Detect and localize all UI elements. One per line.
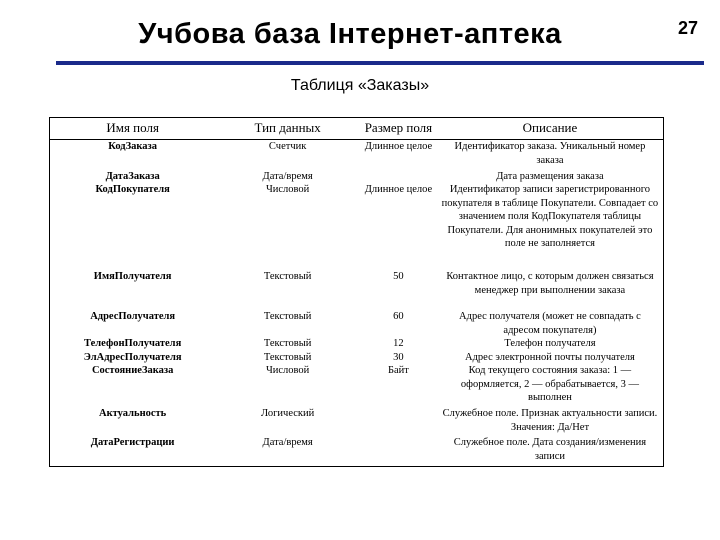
title-divider [56, 61, 704, 65]
description-cell: Идентификатор заказа. Уникальный номер заказа [454, 141, 646, 166]
description-cell: Телефон получателя [504, 338, 596, 349]
table-row [50, 364, 664, 407]
field-name-cell: КодПокупателя [95, 184, 170, 195]
field-size-cell [360, 407, 437, 436]
table-row [50, 436, 664, 466]
header-field-name: Имя поля [50, 118, 216, 140]
data-type-cell: Текстовый [263, 351, 312, 363]
data-type-cell: Текстовый [263, 338, 312, 349]
table-caption: Таблиця «Заказы» [290, 77, 430, 94]
description-cell: Идентификатор записи зарегистрированного покупателя в таблице Покупатели. Совпадает со значением поля КодПокупателя таблицы Покупатели. Для анонимных покупателей это поле не заполняется [441, 184, 659, 249]
field-size-cell: 12 [393, 338, 404, 349]
data-type-cell: Дата/время [262, 170, 313, 182]
data-type-cell: Счетчик [268, 141, 307, 152]
field-name-cell: КодЗаказа [108, 141, 158, 152]
description-cell: Служебное поле. Дата создания/изменения записи [453, 437, 647, 462]
field-size-cell: Длинное целое [364, 141, 433, 152]
header-description: Описание [437, 118, 664, 140]
page-number: 27 [677, 18, 698, 38]
field-name-cell: ЭлАдресПолучателя [83, 351, 182, 363]
table-row [50, 310, 664, 337]
field-name-cell: ДатаЗаказа [105, 170, 160, 182]
data-type-cell: Логический [261, 408, 315, 419]
field-size-cell [360, 170, 437, 184]
description-cell: Адрес электронной почты получателя [465, 351, 635, 363]
table-row [50, 337, 664, 351]
field-name-cell: ТелефонПолучателя [84, 338, 182, 349]
description-cell: Адрес получателя (может не совпадать с адресом покупателя) [459, 311, 641, 336]
data-type-cell: Дата/время [262, 437, 313, 448]
description-cell: Контактное лицо, с которым должен связаться менеджер при выполнении заказа [446, 271, 654, 296]
field-name-cell: АдресПолучателя [90, 311, 176, 322]
field-name-cell: СостояниеЗаказа [91, 365, 174, 376]
table-row [50, 351, 664, 365]
field-size-cell: Байт [387, 365, 409, 376]
field-size-cell [360, 436, 437, 466]
header-field-size: Размер поля [360, 118, 437, 140]
orders-table [49, 117, 664, 467]
field-name-cell: ИмяПолучателя [93, 271, 172, 282]
description-cell: Служебное поле. Признак актуальности записи. Значения: Да/Нет [442, 408, 658, 433]
data-type-cell: Текстовый [263, 311, 312, 322]
field-name-cell: ДатаРегистрации [90, 437, 175, 448]
data-type-cell: Числовой [265, 365, 310, 376]
field-size-cell: 60 [393, 311, 404, 322]
field-size-cell: Длинное целое [364, 184, 433, 195]
table-row [50, 140, 664, 170]
field-size-cell: 30 [393, 351, 404, 363]
data-type-cell: Числовой [265, 184, 310, 195]
table-row [50, 183, 664, 270]
description-cell: Код текущего состояния заказа: 1 — оформляется, 2 — обрабатывается, 3 — выполнен [460, 365, 639, 403]
description-cell: Дата размещения заказа [496, 170, 604, 182]
field-size-cell: 50 [393, 271, 404, 282]
slide-title: Учбова база Інтернет-аптека [138, 18, 562, 50]
header-data-type: Тип данных [215, 118, 360, 140]
table-header-row [50, 118, 664, 140]
table-row [50, 270, 664, 310]
table-row [50, 407, 664, 436]
table-row [50, 170, 664, 184]
field-name-cell: Актуальность [99, 408, 167, 419]
data-type-cell: Текстовый [263, 271, 312, 282]
